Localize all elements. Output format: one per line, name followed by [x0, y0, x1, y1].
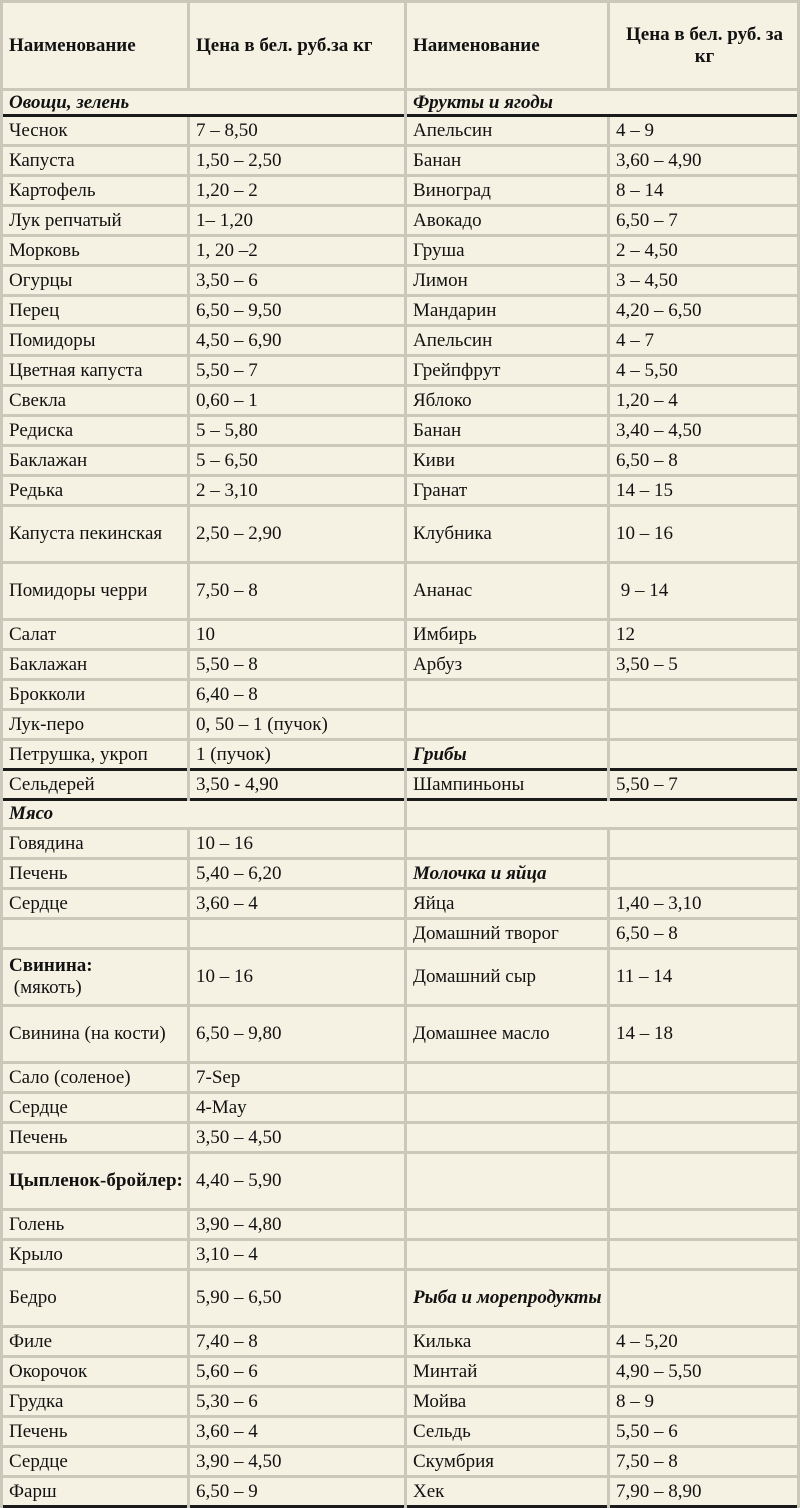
- price-cell: 8 – 9: [610, 1388, 797, 1415]
- price-cell: 1,50 – 2,50: [190, 147, 404, 174]
- price-cell: 1– 1,20: [190, 207, 404, 234]
- item-name-cell: Домашнее масло: [407, 1007, 607, 1061]
- item-name-cell: Гранат: [407, 477, 607, 504]
- price-cell: 5,60 – 6: [190, 1358, 404, 1385]
- price-cell: 4 – 7: [610, 327, 797, 354]
- item-name-cell: Апельсин: [407, 327, 607, 354]
- price-cell: 8 – 14: [610, 177, 797, 204]
- price-cell: 5,50 – 8: [190, 651, 404, 678]
- price-cell: 4,90 – 5,50: [610, 1358, 797, 1385]
- item-name-cell: Морковь: [3, 237, 187, 264]
- price-cell: 2,50 – 2,90: [190, 507, 404, 561]
- item-name-cell: Капуста пекинская: [3, 507, 187, 561]
- item-name-cell: Сердце: [3, 890, 187, 917]
- item-name-cell: Свекла: [3, 387, 187, 414]
- empty-cell: [407, 1124, 607, 1151]
- empty-cell: [610, 1154, 797, 1208]
- price-cell: 3 – 4,50: [610, 267, 797, 294]
- price-cell: 5,90 – 6,50: [190, 1271, 404, 1325]
- item-name-cell: Огурцы: [3, 267, 187, 294]
- empty-cell: [407, 830, 607, 857]
- item-name-cell: Домашний творог: [407, 920, 607, 947]
- item-name-cell: Банан: [407, 147, 607, 174]
- price-cell: 7-Sep: [190, 1064, 404, 1091]
- empty-cell: [610, 1064, 797, 1091]
- price-cell: 5 – 6,50: [190, 447, 404, 474]
- item-name-cell: Лук-перо: [3, 711, 187, 738]
- price-cell: 6,40 – 8: [190, 681, 404, 708]
- price-cell: 3,60 – 4: [190, 1418, 404, 1445]
- empty-cell: [407, 1064, 607, 1091]
- item-name-cell: Виноград: [407, 177, 607, 204]
- empty-cell: [407, 1154, 607, 1208]
- price-cell: 6,50 – 8: [610, 447, 797, 474]
- item-name-cell: Сельдь: [407, 1418, 607, 1445]
- item-name-cell: Киви: [407, 447, 607, 474]
- price-cell: 1,20 – 4: [610, 387, 797, 414]
- price-cell: 9 – 14: [610, 564, 797, 618]
- item-name-cell: Картофель: [3, 177, 187, 204]
- price-cell: 10 – 16: [610, 507, 797, 561]
- item-name-cell: Яйца: [407, 890, 607, 917]
- item-name-cell: Лук репчатый: [3, 207, 187, 234]
- item-name-cell: Говядина: [3, 830, 187, 857]
- section-header-cell: Фрукты и ягоды: [407, 91, 797, 114]
- item-name-cell: Домашний сыр: [407, 950, 607, 1004]
- item-name-cell: Баклажан: [3, 447, 187, 474]
- item-name-cell: Килька: [407, 1328, 607, 1355]
- price-cell: 4,20 – 6,50: [610, 297, 797, 324]
- item-name-cell: Цыпленок-бройлер:: [3, 1154, 187, 1208]
- price-cell: 4 – 5,50: [610, 357, 797, 384]
- empty-cell: [610, 741, 797, 768]
- price-cell: 0, 50 – 1 (пучок): [190, 711, 404, 738]
- column-header-price-left: Цена в бел. руб.за кг: [190, 3, 404, 88]
- price-cell: 5,40 – 6,20: [190, 860, 404, 887]
- item-name-cell: Редька: [3, 477, 187, 504]
- section-header-cell: Грибы: [407, 741, 607, 768]
- text-line: Свинина:: [9, 955, 93, 977]
- item-name-cell: Имбирь: [407, 621, 607, 648]
- price-cell: 11 – 14: [610, 950, 797, 1004]
- item-name-cell: Хек: [407, 1478, 607, 1505]
- item-name-cell: Груша: [407, 237, 607, 264]
- empty-cell: [3, 920, 187, 947]
- item-name-cell: [3, 950, 187, 1004]
- item-name-cell: Сердце: [3, 1448, 187, 1475]
- price-cell: 14 – 18: [610, 1007, 797, 1061]
- item-name-cell: Цветная капуста: [3, 357, 187, 384]
- price-cell: 3,40 – 4,50: [610, 417, 797, 444]
- item-name-cell: Помидоры: [3, 327, 187, 354]
- item-name-cell: Ананас: [407, 564, 607, 618]
- item-name-cell: Чеснок: [3, 117, 187, 144]
- item-name-cell: Печень: [3, 1124, 187, 1151]
- text-line: (мякоть): [9, 977, 82, 998]
- item-name-cell: Авокадо: [407, 207, 607, 234]
- empty-cell: [407, 1094, 607, 1121]
- item-name-cell: Шампиньоны: [407, 771, 607, 798]
- price-cell: 10 – 16: [190, 950, 404, 1004]
- price-cell: 3,50 – 5: [610, 651, 797, 678]
- item-name-cell: Сельдерей: [3, 771, 187, 798]
- item-name-cell: Сердце: [3, 1094, 187, 1121]
- price-cell: 1, 20 –2: [190, 237, 404, 264]
- item-name-cell: Грудка: [3, 1388, 187, 1415]
- section-header-cell: Рыба и морепродукты: [407, 1271, 607, 1325]
- item-name-cell: Окорочок: [3, 1358, 187, 1385]
- item-name-cell: Филе: [3, 1328, 187, 1355]
- section-header-cell: Мясо: [3, 801, 404, 827]
- price-cell: 12: [610, 621, 797, 648]
- empty-cell: [407, 711, 607, 738]
- price-cell: 6,50 – 8: [610, 920, 797, 947]
- price-cell: 7,50 – 8: [610, 1448, 797, 1475]
- item-name-cell: Салат: [3, 621, 187, 648]
- item-name-cell: Минтай: [407, 1358, 607, 1385]
- price-cell: 3,50 – 6: [190, 267, 404, 294]
- item-name-cell: Капуста: [3, 147, 187, 174]
- item-name-cell: Арбуз: [407, 651, 607, 678]
- section-header-cell: Овощи, зелень: [3, 91, 404, 114]
- price-cell: 6,50 – 9,80: [190, 1007, 404, 1061]
- price-cell: 2 – 4,50: [610, 237, 797, 264]
- item-name-cell: Банан: [407, 417, 607, 444]
- price-cell: 3,50 - 4,90: [190, 771, 404, 798]
- price-cell: 5,50 – 7: [610, 771, 797, 798]
- price-cell: 5,30 – 6: [190, 1388, 404, 1415]
- price-cell: 10 – 16: [190, 830, 404, 857]
- price-cell: 7 – 8,50: [190, 117, 404, 144]
- section-header-cell: Молочка и яйца: [407, 860, 607, 887]
- price-cell: 4,40 – 5,90: [190, 1154, 404, 1208]
- item-name-cell: Сало (соленое): [3, 1064, 187, 1091]
- price-cell: 5 – 5,80: [190, 417, 404, 444]
- price-cell: 7,90 – 8,90: [610, 1478, 797, 1505]
- empty-cell: [610, 681, 797, 708]
- column-header-price-right: Цена в бел. руб. за кг: [610, 3, 797, 88]
- item-name-cell: Мойва: [407, 1388, 607, 1415]
- price-cell: 5,50 – 6: [610, 1418, 797, 1445]
- item-name-cell: Яблоко: [407, 387, 607, 414]
- column-header-name-left: Наименование: [3, 3, 187, 88]
- item-name-cell: Перец: [3, 297, 187, 324]
- price-cell: 7,50 – 8: [190, 564, 404, 618]
- item-name-cell: Голень: [3, 1211, 187, 1238]
- price-cell: 10: [190, 621, 404, 648]
- item-name-cell: Скумбрия: [407, 1448, 607, 1475]
- item-name-cell: Печень: [3, 860, 187, 887]
- price-cell: 4-May: [190, 1094, 404, 1121]
- empty-cell: [610, 1124, 797, 1151]
- item-name-cell: Фарш: [3, 1478, 187, 1505]
- price-cell: 3,60 – 4,90: [610, 147, 797, 174]
- item-name-cell: Бедро: [3, 1271, 187, 1325]
- item-name-cell: Клубника: [407, 507, 607, 561]
- empty-cell: [407, 801, 797, 827]
- multiline-text: [9, 955, 93, 999]
- price-cell: 1,20 – 2: [190, 177, 404, 204]
- item-name-cell: Крыло: [3, 1241, 187, 1268]
- item-name-cell: Грейпфрут: [407, 357, 607, 384]
- column-header-name-right: Наименование: [407, 3, 607, 88]
- empty-cell: [407, 681, 607, 708]
- price-cell: 14 – 15: [610, 477, 797, 504]
- price-cell: 1 (пучок): [190, 741, 404, 768]
- item-name-cell: Печень: [3, 1418, 187, 1445]
- price-cell: 6,50 – 9,50: [190, 297, 404, 324]
- price-cell: 4 – 9: [610, 117, 797, 144]
- empty-cell: [610, 860, 797, 887]
- empty-cell: [610, 1241, 797, 1268]
- empty-cell: [610, 1211, 797, 1238]
- empty-cell: [610, 711, 797, 738]
- item-name-cell: Апельсин: [407, 117, 607, 144]
- price-cell: 3,90 – 4,50: [190, 1448, 404, 1475]
- item-name-cell: Баклажан: [3, 651, 187, 678]
- empty-cell: [407, 1211, 607, 1238]
- item-name-cell: Помидоры черри: [3, 564, 187, 618]
- item-name-cell: Брокколи: [3, 681, 187, 708]
- price-cell: 7,40 – 8: [190, 1328, 404, 1355]
- item-name-cell: Редиска: [3, 417, 187, 444]
- item-name-cell: Свинина (на кости): [3, 1007, 187, 1061]
- empty-cell: [610, 830, 797, 857]
- price-cell: 3,60 – 4: [190, 890, 404, 917]
- price-cell: 1,40 – 3,10: [610, 890, 797, 917]
- empty-cell: [190, 920, 404, 947]
- price-cell: 3,10 – 4: [190, 1241, 404, 1268]
- empty-cell: [610, 1094, 797, 1121]
- item-name-cell: Петрушка, укроп: [3, 741, 187, 768]
- price-cell: 3,50 – 4,50: [190, 1124, 404, 1151]
- empty-cell: [610, 1271, 797, 1325]
- item-name-cell: Лимон: [407, 267, 607, 294]
- price-cell: 4,50 – 6,90: [190, 327, 404, 354]
- price-cell: 4 – 5,20: [610, 1328, 797, 1355]
- price-cell: 6,50 – 7: [610, 207, 797, 234]
- item-name-cell: Мандарин: [407, 297, 607, 324]
- price-cell: 3,90 – 4,80: [190, 1211, 404, 1238]
- price-cell: 5,50 – 7: [190, 357, 404, 384]
- price-cell: 6,50 – 9: [190, 1478, 404, 1505]
- price-cell: 2 – 3,10: [190, 477, 404, 504]
- empty-cell: [407, 1241, 607, 1268]
- price-cell: 0,60 – 1: [190, 387, 404, 414]
